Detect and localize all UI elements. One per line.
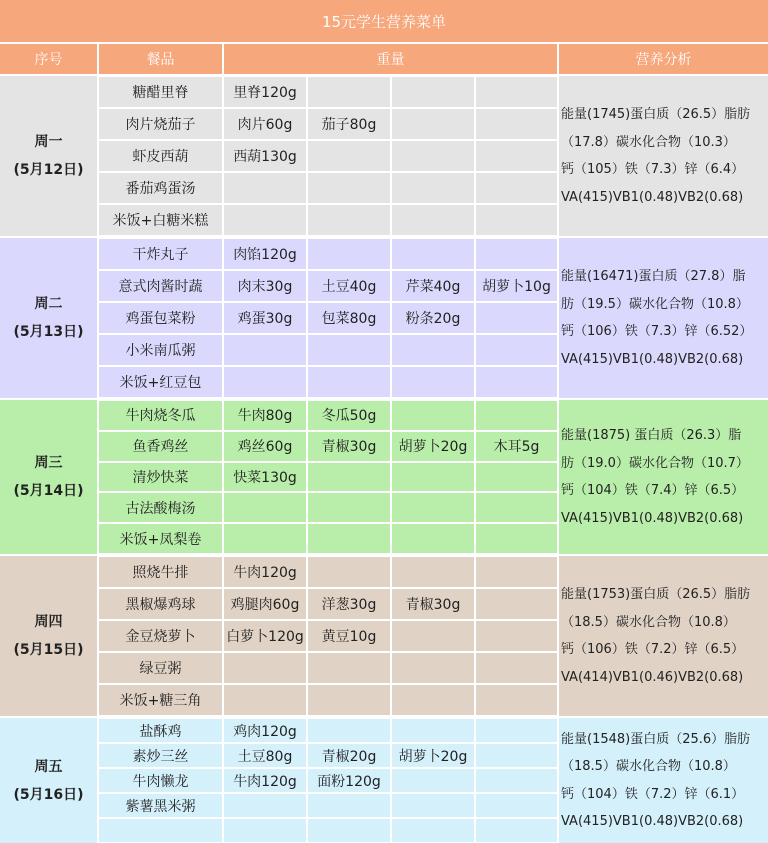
weight-cell [476,367,557,397]
weight-cell [224,589,306,619]
weight-cell [392,109,474,139]
nutrition-text [561,726,750,836]
weight-cell [224,432,306,461]
weight-cell [476,109,557,139]
weight-text: 粉条20g [405,311,461,327]
weight-text: 胡萝卜10g [482,279,551,295]
dish-name-text: 米饭+白糖米糕 [112,213,209,229]
weight-text: 土豆80g [237,748,293,765]
dish-name [99,719,222,742]
nutrition-text [561,581,750,691]
nutrition-text [561,101,750,211]
weight-cell [224,367,306,397]
weight-cell [392,205,474,235]
nutrition-line: （18.5）碳水化合物（10.8） [561,614,736,630]
weight-text: 青椒30g [405,597,461,613]
dish-name-text: 照烧牛排 [132,565,189,581]
nutrition-line: 钙（106）铁（7.3）锌（6.52） [561,324,753,339]
dish-name-text: 金豆烧萝卜 [125,629,196,645]
weight-cell [308,141,390,171]
dish-name-text: 素炒三丝 [132,748,189,765]
nutrition-line: 肪（19.5）碳水化合物（10.8） [561,296,749,312]
nutrition-cell [559,400,768,554]
weight-cell [308,401,390,430]
weight-cell [392,401,474,430]
dish-name [99,109,222,139]
weight-cell [392,685,474,715]
dish-name [99,463,222,492]
weight-cell [308,367,390,397]
dish-name-text: 牛肉烧冬瓜 [125,408,196,425]
dish-name [99,557,222,587]
weight-cell [224,493,306,522]
weight-cell [476,335,557,365]
day-date: (5月15日) [13,642,84,658]
weight-cell [308,819,390,842]
table-title: 15元学生营养菜单 [0,0,768,42]
day-cell [0,718,97,843]
dish-name-text: 黑椒爆鸡球 [125,597,196,613]
weight-cell [392,744,474,767]
weight-cell [392,77,474,107]
dish-name [99,303,222,333]
weight-cell [224,685,306,715]
nutrition-line: 钙（105）铁（7.3）锌（6.4） [561,162,745,177]
weight-cell [308,769,390,792]
weight-cell [224,463,306,492]
weight-text: 茄子80g [321,117,377,133]
nutrition-cell [559,718,768,843]
nutrition-line: VA(414)VB1(0.46)VB2(0.68) [561,669,744,685]
weight-cell [224,239,306,269]
weight-cell [392,589,474,619]
weight-cell [308,493,390,522]
weight-cell [392,239,474,269]
weight-cell [308,719,390,742]
dish-name [99,401,222,430]
day-cell [0,76,97,236]
dish-name-text: 鸡蛋包菜粉 [125,311,196,327]
dish-name-text: 牛肉懒龙 [132,773,189,790]
weight-cell [224,401,306,430]
weight-cell [392,173,474,203]
dish-name [99,493,222,522]
weight-cell [224,794,306,817]
weight-cell [308,744,390,767]
dish-name-text: 米饭+糖三角 [119,693,202,709]
dish-name [99,685,222,715]
weight-cell [392,819,474,842]
dish-name [99,621,222,651]
weight-cell [308,173,390,203]
day-date: (5月16日) [13,786,84,803]
nutrition-line: VA(415)VB1(0.48)VB2(0.68) [561,351,744,367]
weight-cell [308,524,390,553]
weight-cell [476,173,557,203]
dish-name [99,653,222,683]
weight-cell [392,432,474,461]
dish-name [99,239,222,269]
weight-cell [476,205,557,235]
dish-name-text: 古法酸梅汤 [125,500,196,517]
header-dish: 餐品 [99,44,222,74]
nutrition-line: 能量(1745)蛋白质（26.5）脂肪 [561,107,751,122]
weight-text: 洋葱30g [321,597,377,613]
weight-cell [392,621,474,651]
day-label: 周五 [34,758,63,775]
weight-cell [224,271,306,301]
weight-text: 青椒20g [321,748,377,765]
weight-cell [224,557,306,587]
day-label: 周一 [34,134,63,150]
header-number: 序号 [0,44,97,74]
nutrition-cell [559,238,768,398]
weight-text: 西葫130g [233,149,297,165]
weight-cell [224,653,306,683]
weight-cell [308,463,390,492]
weight-cell [308,794,390,817]
weight-cell [308,685,390,715]
weight-text: 土豆40g [321,279,377,295]
weight-cell [224,524,306,553]
weight-cell [392,493,474,522]
weight-cell [476,557,557,587]
weight-cell [476,621,557,651]
weight-cell [476,744,557,767]
dish-name [99,367,222,397]
weight-cell [224,621,306,651]
dish-name-text: 清炒快菜 [132,469,189,486]
weight-cell [476,769,557,792]
nutrition-line: 能量(1753)蛋白质（26.5）脂肪 [561,587,751,602]
weight-text: 黄豆10g [321,629,377,645]
dish-name [99,77,222,107]
weight-cell [224,335,306,365]
weight-text: 包菜80g [321,311,377,327]
dish-name [99,271,222,301]
weight-text: 白萝卜120g [226,629,304,645]
nutrition-line: 肪（19.0）碳水化合物（10.7） [561,455,749,471]
weight-cell [476,432,557,461]
dish-name [99,769,222,792]
weight-cell [308,335,390,365]
weight-cell [392,769,474,792]
weight-cell [476,463,557,492]
dish-name-text: 小米南瓜粥 [125,343,196,359]
weight-cell [476,685,557,715]
nutrition-line: 能量(1875) 蛋白质（26.3）脂 [561,428,742,443]
weight-cell [308,432,390,461]
day-date: (5月14日) [13,483,84,499]
weight-text: 芹菜40g [405,279,461,295]
nutrition-line: 能量(1548)蛋白质（25.6）脂肪 [561,731,751,747]
dish-name [99,794,222,817]
day-date: (5月13日) [13,324,84,340]
weight-cell [308,621,390,651]
weight-text: 鸡蛋30g [237,311,293,327]
weight-cell [392,653,474,683]
weight-text: 鸡腿肉60g [230,597,300,613]
dish-name-text: 番茄鸡蛋汤 [125,181,196,197]
weight-text: 木耳5g [493,439,540,456]
weight-cell [308,303,390,333]
day-cell [0,556,97,716]
dish-name [99,141,222,171]
weight-cell [308,77,390,107]
dish-name-text: 虾皮西葫 [132,149,189,165]
nutrition-line: （17.8）碳水化合物（10.3） [561,134,736,150]
weight-cell [476,653,557,683]
weight-cell [392,335,474,365]
nutrition-line: 钙（104）铁（7.2）锌（6.1） [561,786,745,802]
dish-name-text: 糖醋里脊 [132,85,189,101]
weight-cell [224,109,306,139]
dish-name [99,524,222,553]
weight-cell [224,205,306,235]
weight-cell [476,819,557,842]
dish-name [99,432,222,461]
nutrition-line: 钙（106）铁（7.2）锌（6.5） [561,642,745,657]
weight-cell [392,463,474,492]
nutrition-text [561,263,752,373]
dish-name [99,335,222,365]
weight-cell [476,493,557,522]
nutrition-text [561,422,749,532]
day-label: 周四 [34,614,63,630]
weight-cell [476,141,557,171]
weight-cell [392,524,474,553]
weight-text: 牛肉120g [233,773,297,790]
day-cell [0,238,97,398]
weight-cell [476,271,557,301]
weight-cell [392,367,474,397]
header-weight: 重量 [224,44,557,74]
weight-cell [224,744,306,767]
weight-cell [224,303,306,333]
weight-cell [224,141,306,171]
weight-cell [308,205,390,235]
weight-cell [308,239,390,269]
day-cell [0,400,97,554]
dish-name [99,819,222,842]
weight-cell [476,401,557,430]
header-analysis: 营养分析 [559,44,768,74]
dish-name [99,205,222,235]
nutrition-cell [559,556,768,716]
dish-name-text: 意式肉酱时蔬 [118,279,203,295]
weight-cell [392,719,474,742]
dish-name [99,173,222,203]
weight-cell [224,769,306,792]
day-label: 周二 [34,296,63,312]
weight-cell [224,173,306,203]
weight-text: 肉片60g [237,117,293,133]
weight-text: 肉馅120g [233,247,297,263]
nutrition-line: 钙（104）铁（7.4）锌（6.5） [561,483,745,498]
dish-name [99,589,222,619]
weight-cell [476,303,557,333]
weight-text: 胡萝卜20g [398,748,468,765]
weight-cell [392,794,474,817]
day-label: 周三 [34,455,63,471]
dish-name-text: 干炸丸子 [132,247,189,263]
weight-cell [476,77,557,107]
weight-cell [308,589,390,619]
nutrition-line: （18.5）碳水化合物（10.8） [561,759,736,774]
weight-cell [224,77,306,107]
nutrition-line: 能量(16471)蛋白质（27.8）脂 [561,269,746,284]
weight-cell [224,719,306,742]
dish-name [99,744,222,767]
weight-cell [224,819,306,842]
weight-cell [392,303,474,333]
dish-name-text: 绿豆粥 [139,661,182,677]
weight-cell [392,271,474,301]
weight-text: 面粉120g [317,773,381,790]
weight-cell [476,524,557,553]
weight-cell [308,557,390,587]
weight-cell [476,589,557,619]
weight-cell [308,653,390,683]
weight-text: 鸡肉120g [233,723,297,740]
dish-name-text: 米饭+凤梨卷 [119,531,202,548]
weight-cell [476,719,557,742]
weight-cell [392,141,474,171]
nutrition-line: VA(415)VB1(0.48)VB2(0.68) [561,814,744,829]
weight-text: 青椒30g [321,439,377,456]
dish-name-text: 米饭+红豆包 [119,375,202,391]
nutrition-cell [559,76,768,236]
weight-text: 冬瓜50g [321,408,377,425]
dish-name-text: 肉片烧茄子 [125,117,196,133]
weight-cell [392,557,474,587]
weight-text: 肉末30g [237,279,293,295]
weight-cell [308,271,390,301]
weight-text: 里脊120g [233,85,297,101]
day-date: (5月12日) [13,162,84,178]
weight-text: 快菜130g [233,469,297,486]
weight-cell [476,794,557,817]
weight-text: 鸡丝60g [237,439,293,456]
nutrition-line: VA(415)VB1(0.48)VB2(0.68) [561,510,744,526]
weight-text: 牛肉120g [233,565,297,581]
dish-name-text: 紫薯黑米粥 [125,798,196,815]
weight-text: 牛肉80g [237,408,293,425]
weight-text: 胡萝卜20g [398,439,468,456]
weight-cell [476,239,557,269]
dish-name-text: 盐酥鸡 [139,723,182,740]
weight-cell [308,109,390,139]
nutrition-line: VA(415)VB1(0.48)VB2(0.68) [561,189,744,205]
dish-name-text: 鱼香鸡丝 [132,439,189,456]
